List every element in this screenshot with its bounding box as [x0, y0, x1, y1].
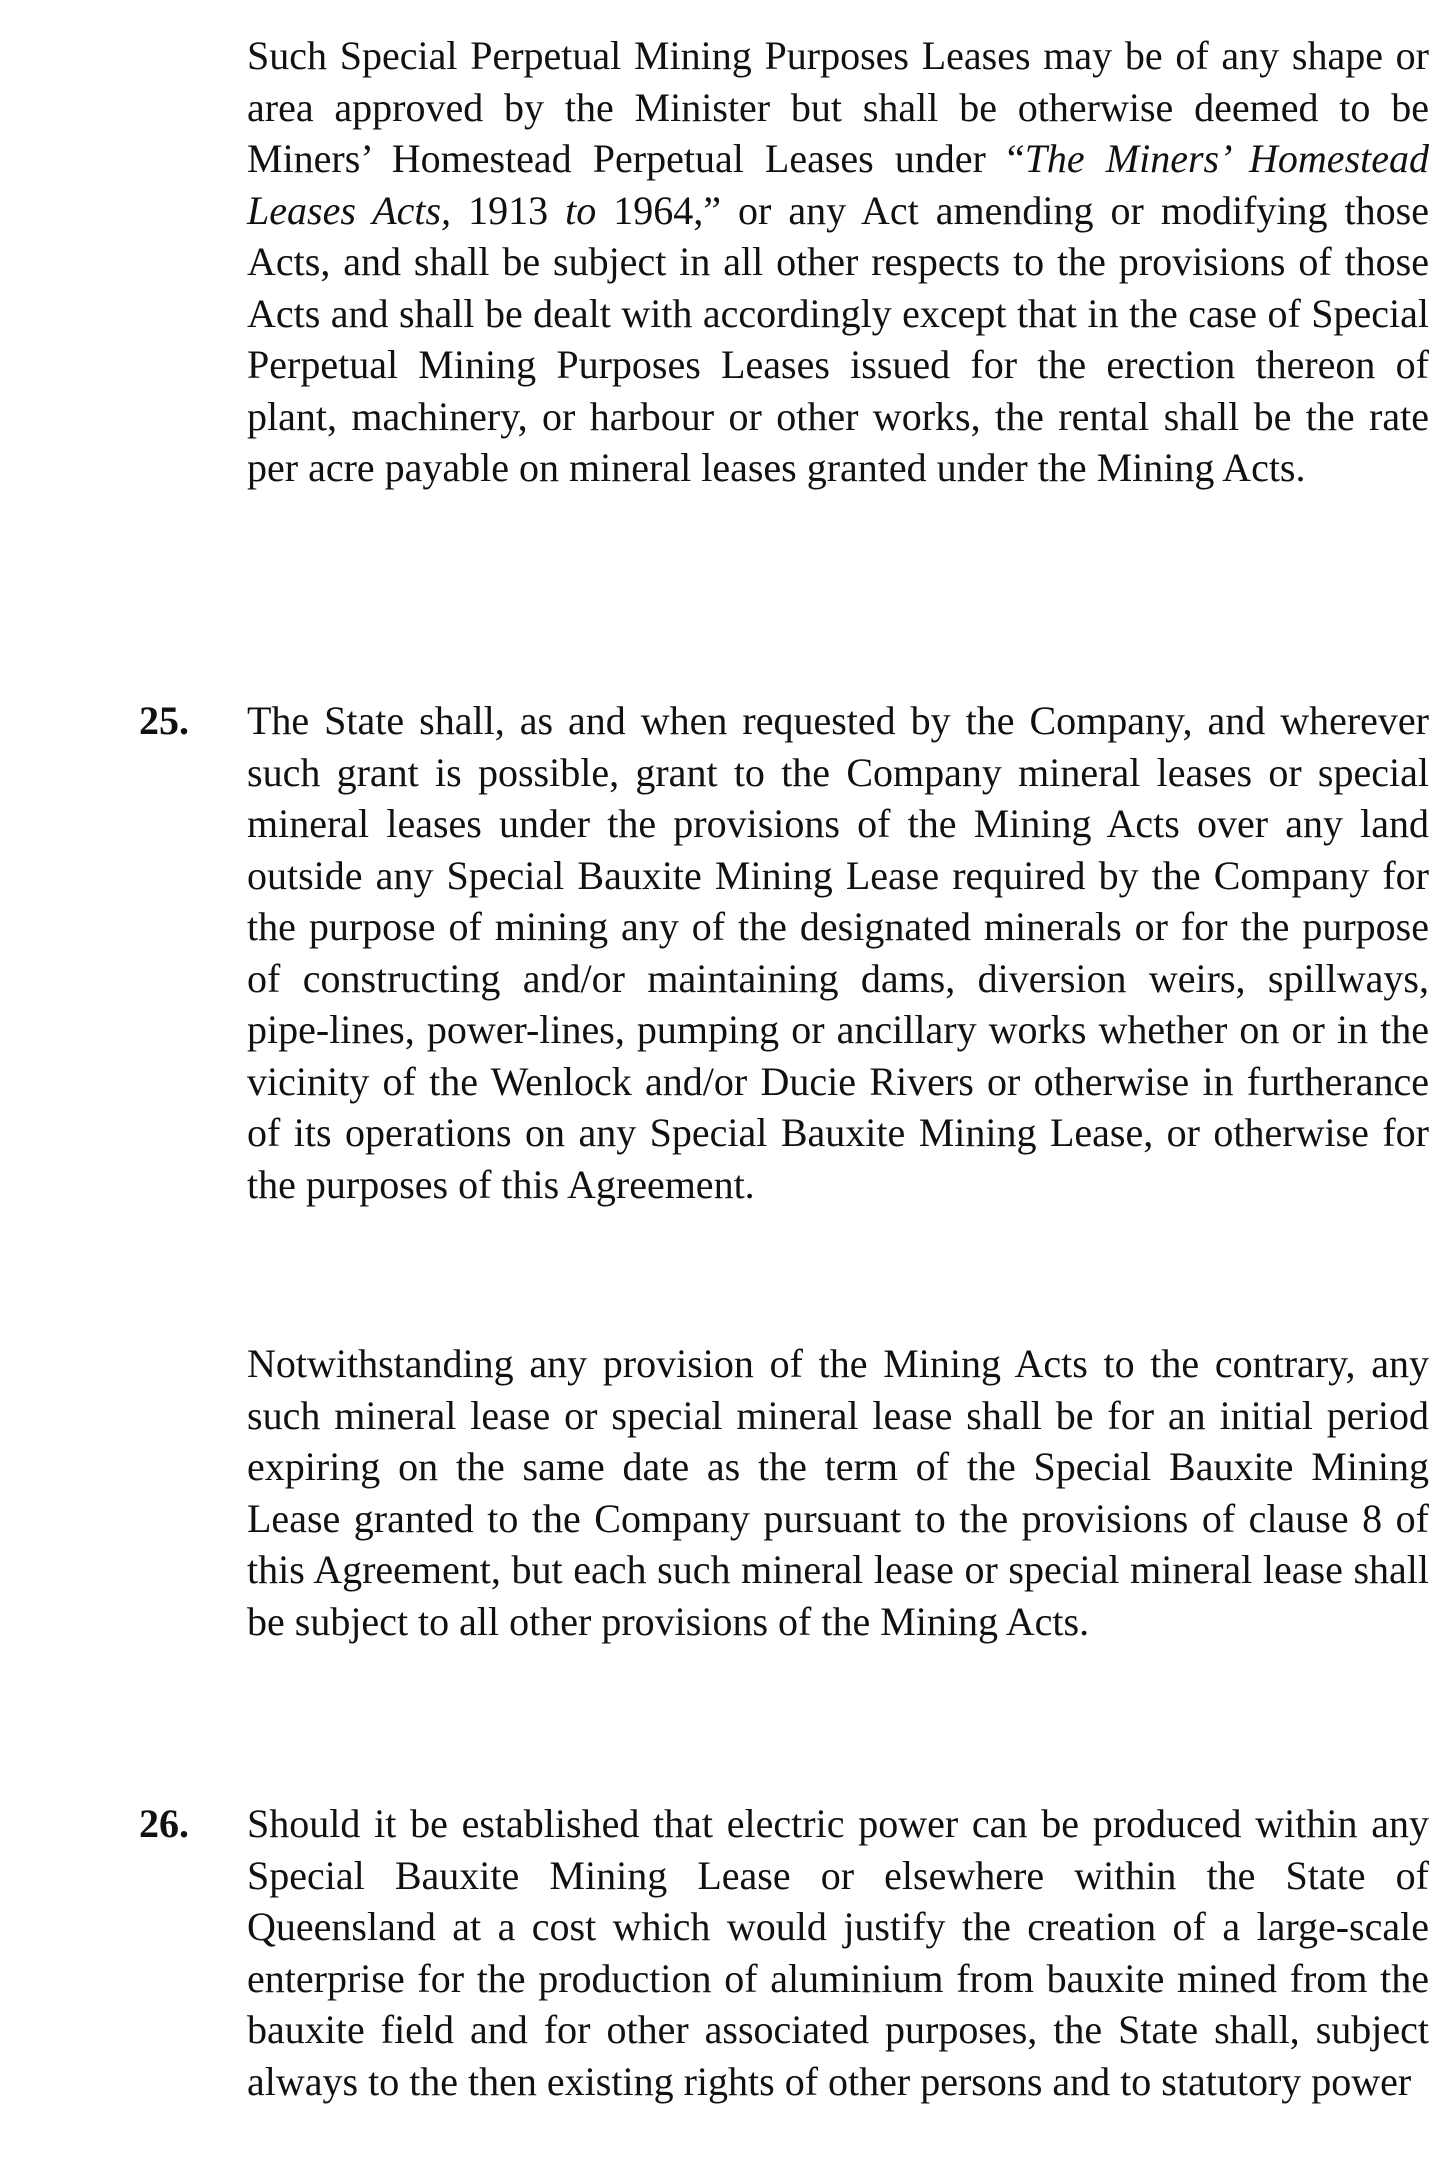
clause-number-26: 26.: [139, 1801, 189, 1846]
clause-25-paragraph-1: The State shall, as and when requested by the Company, and wherever such grant is possible, grant to the Company mineral leases or special mineral leases under the provisions of the Mining Acts over any land outside any Special Bauxite Mining Lease required by the Company for the purpose of mining any of the designated minerals or for the purpose of constructing and/or maintaining dams, diversion weirs, spillways, pipe-lines, power-lines, pumping or ancillary works whether on or in the vicinity of the Wenlock and/or Ducie Rivers or otherwise in furtherance of its operations on any Special Bauxite Mining Lease, or otherwise for the purposes of this Agreement.: [247, 698, 1429, 1207]
clause-26-text: Should it be established that electric power can be produced within any Special Bauxite Mining Lease or elsewhere within the State of Queensland at a cost which would justify the creation of a large-scale enterprise for the production of aluminium from bauxite mined from the bauxite field and for other associated purposes, the State shall, subject always to the then existing rights of other persons and to statutory power: [247, 1801, 1429, 2104]
act-years-start: 1913: [451, 187, 566, 233]
continuation-paragraph: [247, 30, 1429, 494]
clause-number-25: 25.: [139, 698, 189, 743]
act-years-to: to: [565, 187, 597, 233]
clause-26-paragraph-1: [247, 1798, 1429, 2107]
act-title: The Miners’ Homestead Leases Acts,: [247, 136, 1429, 233]
clause-25-paragraph-2: Notwithstanding any provision of the Mining Acts to the contrary, any such mineral lease or special mineral lease shall be for an initial period expiring on the same date as the term of the Special Bauxite Mining Lease granted to the Company pursuant to the provisions of clause 8 of this Agreement, but each such mineral lease or special mineral lease shall be subject to all other provisions of the Mining Acts.: [247, 1341, 1429, 1644]
paragraph-rest: or any Act amending or modifying those Acts, and shall be subject in all other respects to the provisions of those Acts and shall be dealt with accordingly except that in the case of Special Perpetual Mining Purposes Leases issued for the erection thereon of plant, machinery, or harbour or other works, the rental shall be the rate per acre payable on mineral leases granted under the Mining Acts.: [247, 187, 1429, 490]
paragraph-intro: Such Special Perpetual Mining Purposes Leases may be of any shape or area approved by the Minister but shall be otherwise deemed to be Miners’ Homestead Perpetual Leases under “: [247, 33, 1429, 181]
act-years-end: 1964,”: [596, 187, 722, 233]
